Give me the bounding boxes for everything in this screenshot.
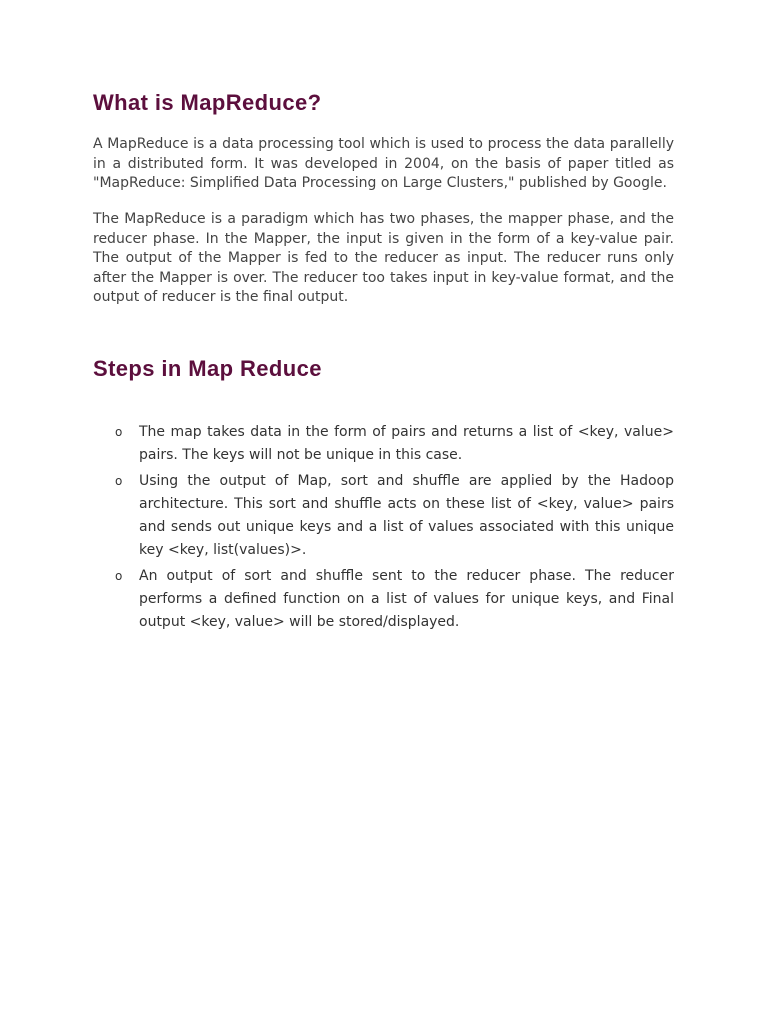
bullet-icon: o [115,569,123,583]
steps-list [93,421,674,637]
section-heading-what-is-mapreduce: What is MapReduce? [93,90,322,115]
bullet-icon: o [115,425,123,439]
list-item [93,470,674,562]
section-heading-steps: Steps in Map Reduce [93,356,322,381]
list-item [93,421,674,467]
paradigm-paragraph: The MapReduce is a paradigm which has two phases, the mapper phase, and the reducer phase. In the Mapper, the input is given in the form of a key-value pair. The output of the Mapper is fed to the reducer as input. The reducer runs only after the Mapper is over. The reducer too takes input in key-value format, and the output of reducer is the final output. [93,211,674,305]
step-text: Using the output of Map, sort and shuffle are applied by the Hadoop architecture. This sort and shuffle acts on these list of <key, value> pairs and sends out unique keys and a list of values associated with this unique key <key, list(values)>. [139,473,674,558]
intro-paragraph: A MapReduce is a data processing tool which is used to process the data parallelly in a distributed form. It was developed in 2004, on the basis of paper titled as "MapReduce: Simplified Data Processing on Large Clusters," published by Google. [93,136,674,191]
step-text: An output of sort and shuffle sent to the reducer phase. The reducer performs a defined function on a list of values for unique keys, and Final output <key, value> will be stored/displayed. [139,568,674,630]
bullet-icon: o [115,474,123,488]
list-item [93,565,674,634]
step-text: The map takes data in the form of pairs and returns a list of <key, value> pairs. The keys will not be unique in this case. [139,424,674,463]
